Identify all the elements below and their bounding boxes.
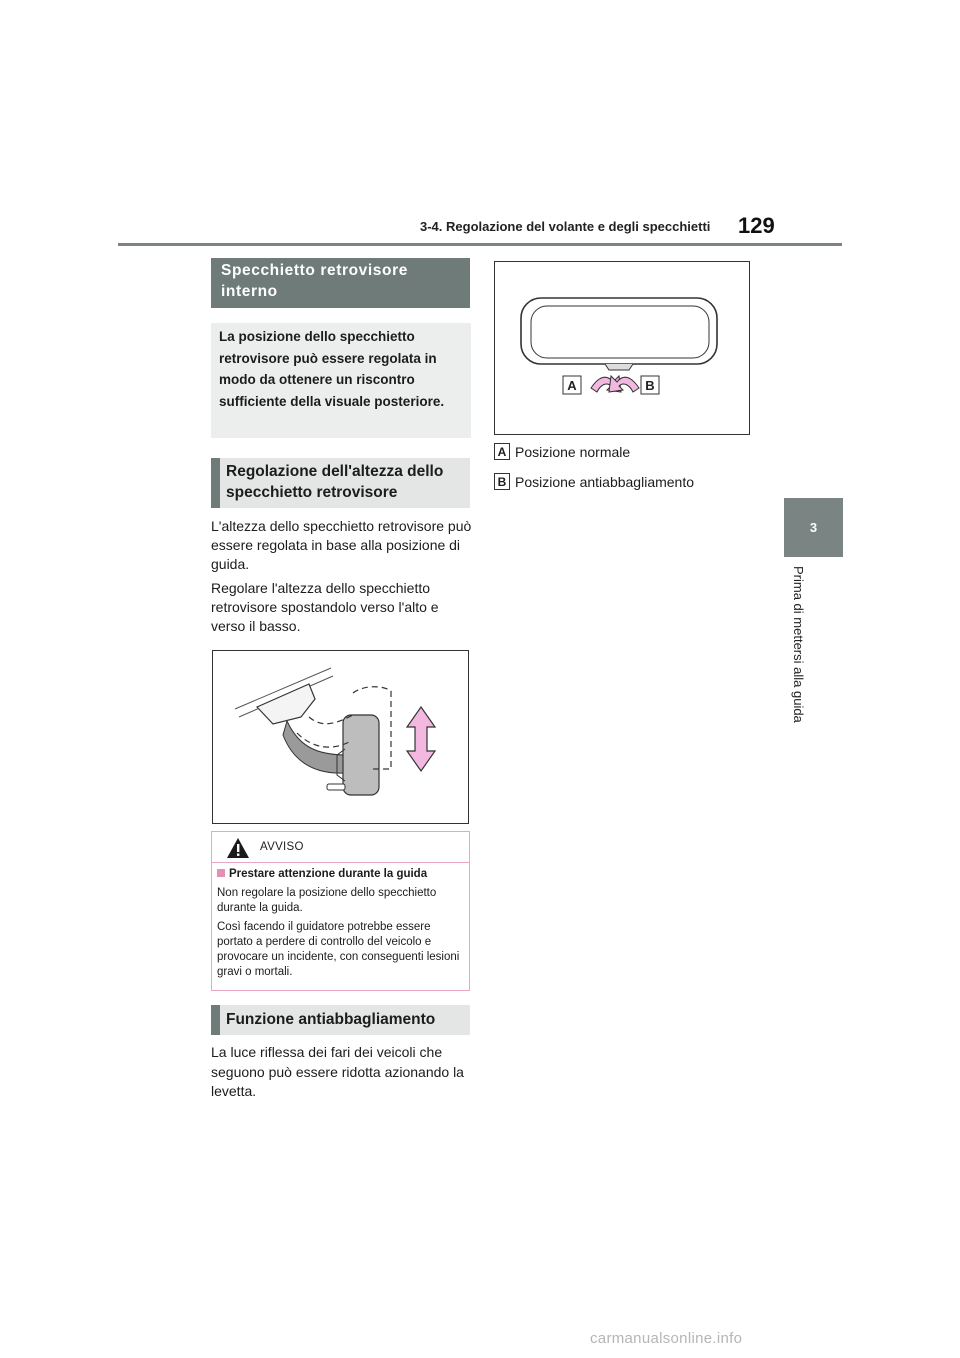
antiglare-para: La luce riflessa dei fari dei veicoli che seguono può essere ridotta azionando la levetta. [211, 1044, 464, 1099]
warning-header [212, 832, 469, 863]
legend-item-b [494, 473, 694, 490]
header-rule [118, 243, 842, 246]
warning-triangle-icon [226, 837, 250, 859]
warning-title [217, 867, 464, 882]
chapter-tab: 3 [784, 498, 843, 557]
height-adjust-figure [212, 650, 469, 824]
mirror-antiglare-illustration [495, 262, 749, 434]
warning-box [211, 831, 470, 991]
page-number: 129 [738, 213, 775, 238]
warning-text-2: Così facendo il guidatore potrebbe essere portato a perdere di controllo del veicolo e provocare un incidente, con conseguenti lesioni gravi o mortali. [217, 921, 460, 978]
warning-label: AVVISO [260, 841, 304, 853]
height-adjust-para2: Regolare l'altezza dello specchietto retrovisore spostandolo verso l'alto e verso il basso. [211, 580, 439, 634]
antiglare-figure [494, 261, 750, 435]
square-bullet-icon [217, 869, 225, 877]
height-adjust-para1: L'altezza dello specchietto retrovisore può essere regolata in base alla posizione di guida. [211, 518, 472, 572]
legend-text-a: Posizione normale [515, 443, 631, 460]
warning-title-text: Prestare attenzione durante la guida [229, 868, 428, 880]
chapter-label-text: Prima di mettersi alla guida [791, 566, 806, 723]
legend-key-a: A [494, 443, 510, 460]
chapter-label [788, 566, 810, 746]
antiglare-heading: Funzione antiabbagliamento [211, 1005, 470, 1035]
mirror-height-illustration [213, 651, 468, 823]
legend-text-b: Posizione antiabbagliamento [515, 473, 695, 490]
watermark: carmanualsonline.info [590, 1330, 743, 1347]
header-title: 3-4. Regolazione del volante e degli specchietti [420, 219, 711, 234]
figure-label-a: A [567, 378, 577, 393]
height-adjust-heading: Regolazione dell'altezza dello specchietto retrovisore [211, 458, 470, 508]
intro-box: La posizione dello specchietto retrovisore può essere regolata in modo da ottenere un riscontro sufficiente della visuale posteriore. [211, 323, 471, 438]
warning-body [212, 863, 469, 988]
legend-key-b: B [494, 473, 510, 490]
figure-label-b: B [645, 378, 655, 393]
warning-text-1: Non regolare la posizione dello specchietto durante la guida. [217, 887, 437, 914]
section-title: Specchietto retrovisore interno [211, 258, 470, 308]
legend-item-a [494, 443, 630, 460]
